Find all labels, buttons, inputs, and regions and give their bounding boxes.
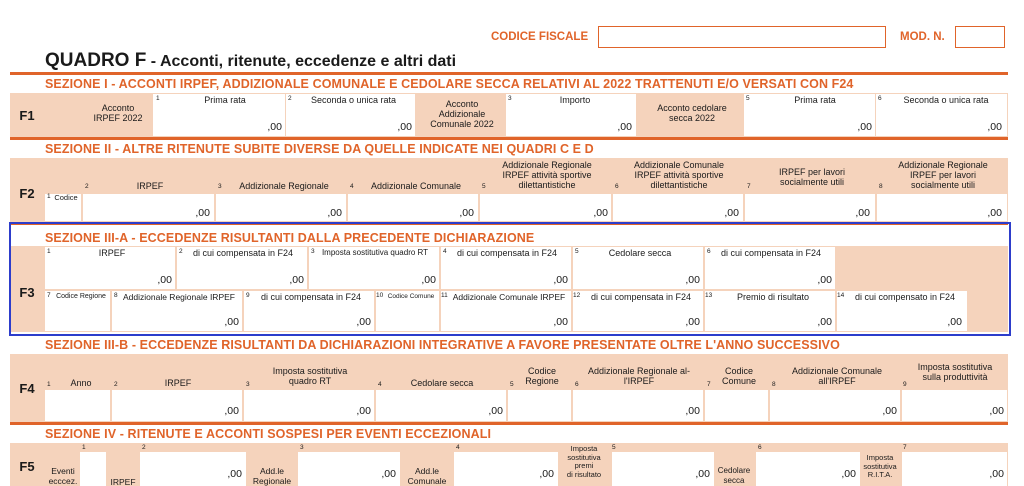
section-4-title: SEZIONE IV - RITENUTE E ACCONTI SOSPESI PER EVENTI ECCEZIONALI xyxy=(45,427,492,441)
field-number: 5 xyxy=(510,381,514,388)
f5-eventi-field[interactable] xyxy=(80,452,106,486)
irpef-label: IRPEF xyxy=(164,378,192,388)
field-number: 5 xyxy=(575,248,579,255)
field-number: 1 xyxy=(82,444,86,451)
imposta-prod-label: Imposta sostitutiva sulla produttività xyxy=(917,362,993,382)
value: ,00 xyxy=(267,121,282,133)
irpef-label: IRPEF xyxy=(110,477,136,486)
irpef-lavori-label: IRPEF per lavori socialmente utili xyxy=(778,167,846,187)
field-number: 3 xyxy=(300,444,304,451)
value: ,00 xyxy=(459,207,474,219)
add-com-sport-label: Addizionale Comunale IRPEF attività sportive dilettantistiche xyxy=(633,160,725,190)
comp6-label: di cui compensato in F24 xyxy=(854,292,956,302)
cedolare-label: Cedolare secca xyxy=(717,466,751,485)
field-number: 6 xyxy=(878,95,882,102)
value: ,00 xyxy=(397,121,412,133)
field-number: 12 xyxy=(573,292,581,299)
field-number: 2 xyxy=(288,95,292,102)
codice-regione-label: Codice Regione xyxy=(56,293,106,300)
value: ,00 xyxy=(882,405,897,417)
value: ,00 xyxy=(157,274,172,286)
field-number: 8 xyxy=(879,183,883,190)
field-number: 13 xyxy=(705,292,713,299)
field-number: 11 xyxy=(441,292,448,299)
imposta-premi-label: Imposta sostitutiva premi di risultato xyxy=(566,444,602,479)
add-reg-label: Addizionale Regionale al- l'IRPEF xyxy=(587,366,691,386)
row-label-f1: F1 xyxy=(19,108,35,123)
value: ,00 xyxy=(989,405,1004,417)
field-number: 1 xyxy=(47,193,51,200)
field-number: 2 xyxy=(114,381,118,388)
field-number: 4 xyxy=(456,444,460,451)
field-number: 1 xyxy=(47,248,51,255)
value: ,00 xyxy=(685,316,700,328)
add-reg-sport-label: Addizionale Regionale IRPEF attività sportive dilettantistiche xyxy=(502,160,592,190)
prima-rata-2-label: Prima rata xyxy=(794,95,836,105)
section-1-title: SEZIONE I - ACCONTI IRPEF, ADDIZIONALE COMUNALE E CEDOLARE SECCA RELATIVI AL 2022 TRATTENUTI E/O VERSATI CON F24 xyxy=(45,77,854,91)
value: ,00 xyxy=(695,468,710,480)
section-divider xyxy=(10,137,1008,140)
value: ,00 xyxy=(989,468,1004,480)
field-number: 7 xyxy=(747,183,751,190)
value: ,00 xyxy=(987,121,1002,133)
value: ,00 xyxy=(553,274,568,286)
field-number: 14 xyxy=(837,292,845,299)
cedolare-label: Cedolare secca xyxy=(410,378,474,388)
field-number: 1 xyxy=(47,381,51,388)
field-number: 3 xyxy=(218,183,222,190)
field-number: 5 xyxy=(482,183,486,190)
value: ,00 xyxy=(195,207,210,219)
add-com-label: Addizionale Comunale xyxy=(370,181,462,191)
row-label-f5: F5 xyxy=(19,459,35,474)
value: ,00 xyxy=(381,468,396,480)
importo-label: Importo xyxy=(559,95,591,105)
imposta-rt-label: Imposta sostitutiva quadro RT xyxy=(321,248,429,257)
field-number: 2 xyxy=(179,248,183,255)
comp4-label: di cui compensata in F24 xyxy=(260,292,362,302)
add-reg-irpef-label: Addizionale Regionale IRPEF xyxy=(123,292,235,302)
comp1-label: di cui compensata in F24 xyxy=(192,248,294,258)
field-number: 7 xyxy=(47,292,51,299)
field-number: 8 xyxy=(114,292,118,299)
field-number: 2 xyxy=(142,444,146,451)
codice-fiscale-label: CODICE FISCALE xyxy=(491,31,589,43)
value: ,00 xyxy=(685,405,700,417)
f4-codice-comune-field[interactable] xyxy=(705,390,768,421)
irpef-label: IRPEF xyxy=(136,181,164,191)
acconto-cedolare-label: Acconto cedolare secca 2022 xyxy=(657,103,727,123)
eventi-label: Eventi ecccez. xyxy=(48,466,78,486)
add-com-label: Add.le Comunale xyxy=(407,466,447,486)
seconda-rata-label: Seconda o unica rata xyxy=(310,95,397,105)
value: ,00 xyxy=(356,405,371,417)
imposta-rt-label: Imposta sostitutiva quadro RT xyxy=(272,366,348,386)
value: ,00 xyxy=(724,207,739,219)
row-label-f3: F3 xyxy=(19,285,35,300)
field-number: 6 xyxy=(575,381,579,388)
page-title xyxy=(45,50,456,72)
premio-label: Premio di risultato xyxy=(736,292,810,302)
anno-label: Anno xyxy=(70,378,92,388)
add-reg-label: Addizionale Regionale xyxy=(239,181,329,191)
section-divider xyxy=(10,422,1008,425)
comp3-label: di cui compensata in F24 xyxy=(720,248,822,258)
field-number: 8 xyxy=(772,381,776,388)
mod-n-label: MOD. N. xyxy=(900,31,945,43)
value: ,00 xyxy=(289,274,304,286)
section-3b-title: SEZIONE III-B - ECCEDENZE RISULTANTI DA DICHIARAZIONI INTEGRATIVE A FAVORE PRESENTATE OLTRE L'ANNO SUCCESSIVO xyxy=(45,338,840,352)
field-number: 6 xyxy=(707,248,711,255)
section-2-title: SEZIONE II - ALTRE RITENUTE SUBITE DIVERSE DA QUELLE INDICATE NEI QUADRI C E D xyxy=(45,142,594,156)
value: ,00 xyxy=(356,316,371,328)
field-number: 2 xyxy=(85,183,89,190)
value: ,00 xyxy=(224,316,239,328)
field-number: 6 xyxy=(758,444,762,451)
value: ,00 xyxy=(224,405,239,417)
field-number: 7 xyxy=(903,444,907,451)
comp2-label: di cui compensata in F24 xyxy=(456,248,558,258)
value: ,00 xyxy=(841,468,856,480)
value: ,00 xyxy=(987,207,1002,219)
f4-codice-regione-field[interactable] xyxy=(508,390,571,421)
section-3a-title: SEZIONE III-A - ECCEDENZE RISULTANTI DALLA PRECEDENTE DICHIARAZIONE xyxy=(45,231,535,245)
codice-label: Codice xyxy=(54,193,78,202)
field-number: 4 xyxy=(350,183,354,190)
prima-rata-label: Prima rata xyxy=(204,95,246,105)
field-number: 3 xyxy=(311,248,315,255)
value: ,00 xyxy=(327,207,342,219)
value: ,00 xyxy=(553,316,568,328)
field-number: 7 xyxy=(707,381,711,388)
f4-anno-field[interactable] xyxy=(45,390,110,421)
mod-n-field[interactable] xyxy=(955,26,1005,48)
quadro-subtitle: - Acconti, ritenute, eccedenze e altri dati xyxy=(150,53,457,70)
field-number: 10 xyxy=(376,292,384,299)
value: ,00 xyxy=(227,468,242,480)
comp5-label: di cui compensata in F24 xyxy=(590,292,692,302)
value: ,00 xyxy=(539,468,554,480)
field-number: 9 xyxy=(246,292,250,299)
add-reg-lavori-label: Addizionale Regionale IRPEF per lavori socialmente utili xyxy=(898,160,988,190)
add-com-label: Addizionale Comunale all'IRPEF xyxy=(791,366,883,386)
field-number: 5 xyxy=(746,95,750,102)
value: ,00 xyxy=(857,121,872,133)
acconto-add-com-label: Acconto Addizionale Comunale 2022 xyxy=(430,99,494,129)
field-number: 3 xyxy=(246,381,250,388)
field-number: 4 xyxy=(443,248,447,255)
row-label-f2: F2 xyxy=(19,186,35,201)
seconda-rata-2-label: Seconda o unica rata xyxy=(903,95,989,105)
field-number: 3 xyxy=(508,95,512,102)
field-number: 6 xyxy=(615,183,619,190)
value: ,00 xyxy=(421,274,436,286)
field-number: 5 xyxy=(612,444,616,451)
value: ,00 xyxy=(685,274,700,286)
value: ,00 xyxy=(617,121,632,133)
field-number: 4 xyxy=(378,381,382,388)
value: ,00 xyxy=(593,207,608,219)
codice-regione-label: Codice Regione xyxy=(525,366,559,386)
value: ,00 xyxy=(817,274,832,286)
cedolare-label: Cedolare secca xyxy=(608,248,672,258)
quadro-label: QUADRO F xyxy=(45,50,147,71)
acconto-irpef-label: Acconto IRPEF 2022 xyxy=(93,103,143,123)
value: ,00 xyxy=(947,316,962,328)
add-com-irpef-label: Addizionale Comunale IRPEF xyxy=(452,292,566,302)
value: ,00 xyxy=(855,207,870,219)
codice-comune-label: Codice Comune xyxy=(721,366,757,386)
add-reg-label: Add.le Regionale xyxy=(252,466,292,486)
value: ,00 xyxy=(817,316,832,328)
irpef-label: IRPEF xyxy=(98,248,126,258)
codice-fiscale-field[interactable] xyxy=(598,26,886,48)
imposta-rita-label: Imposta sostitutiva R.I.T.A. xyxy=(863,453,897,479)
field-number: 9 xyxy=(903,381,907,388)
selection-highlight xyxy=(9,222,1011,336)
section-divider xyxy=(10,72,1008,75)
codice-comune-label: Codice Comune xyxy=(387,293,435,300)
field-number: 1 xyxy=(156,95,160,102)
row-label-f4: F4 xyxy=(19,381,35,396)
value: ,00 xyxy=(488,405,503,417)
